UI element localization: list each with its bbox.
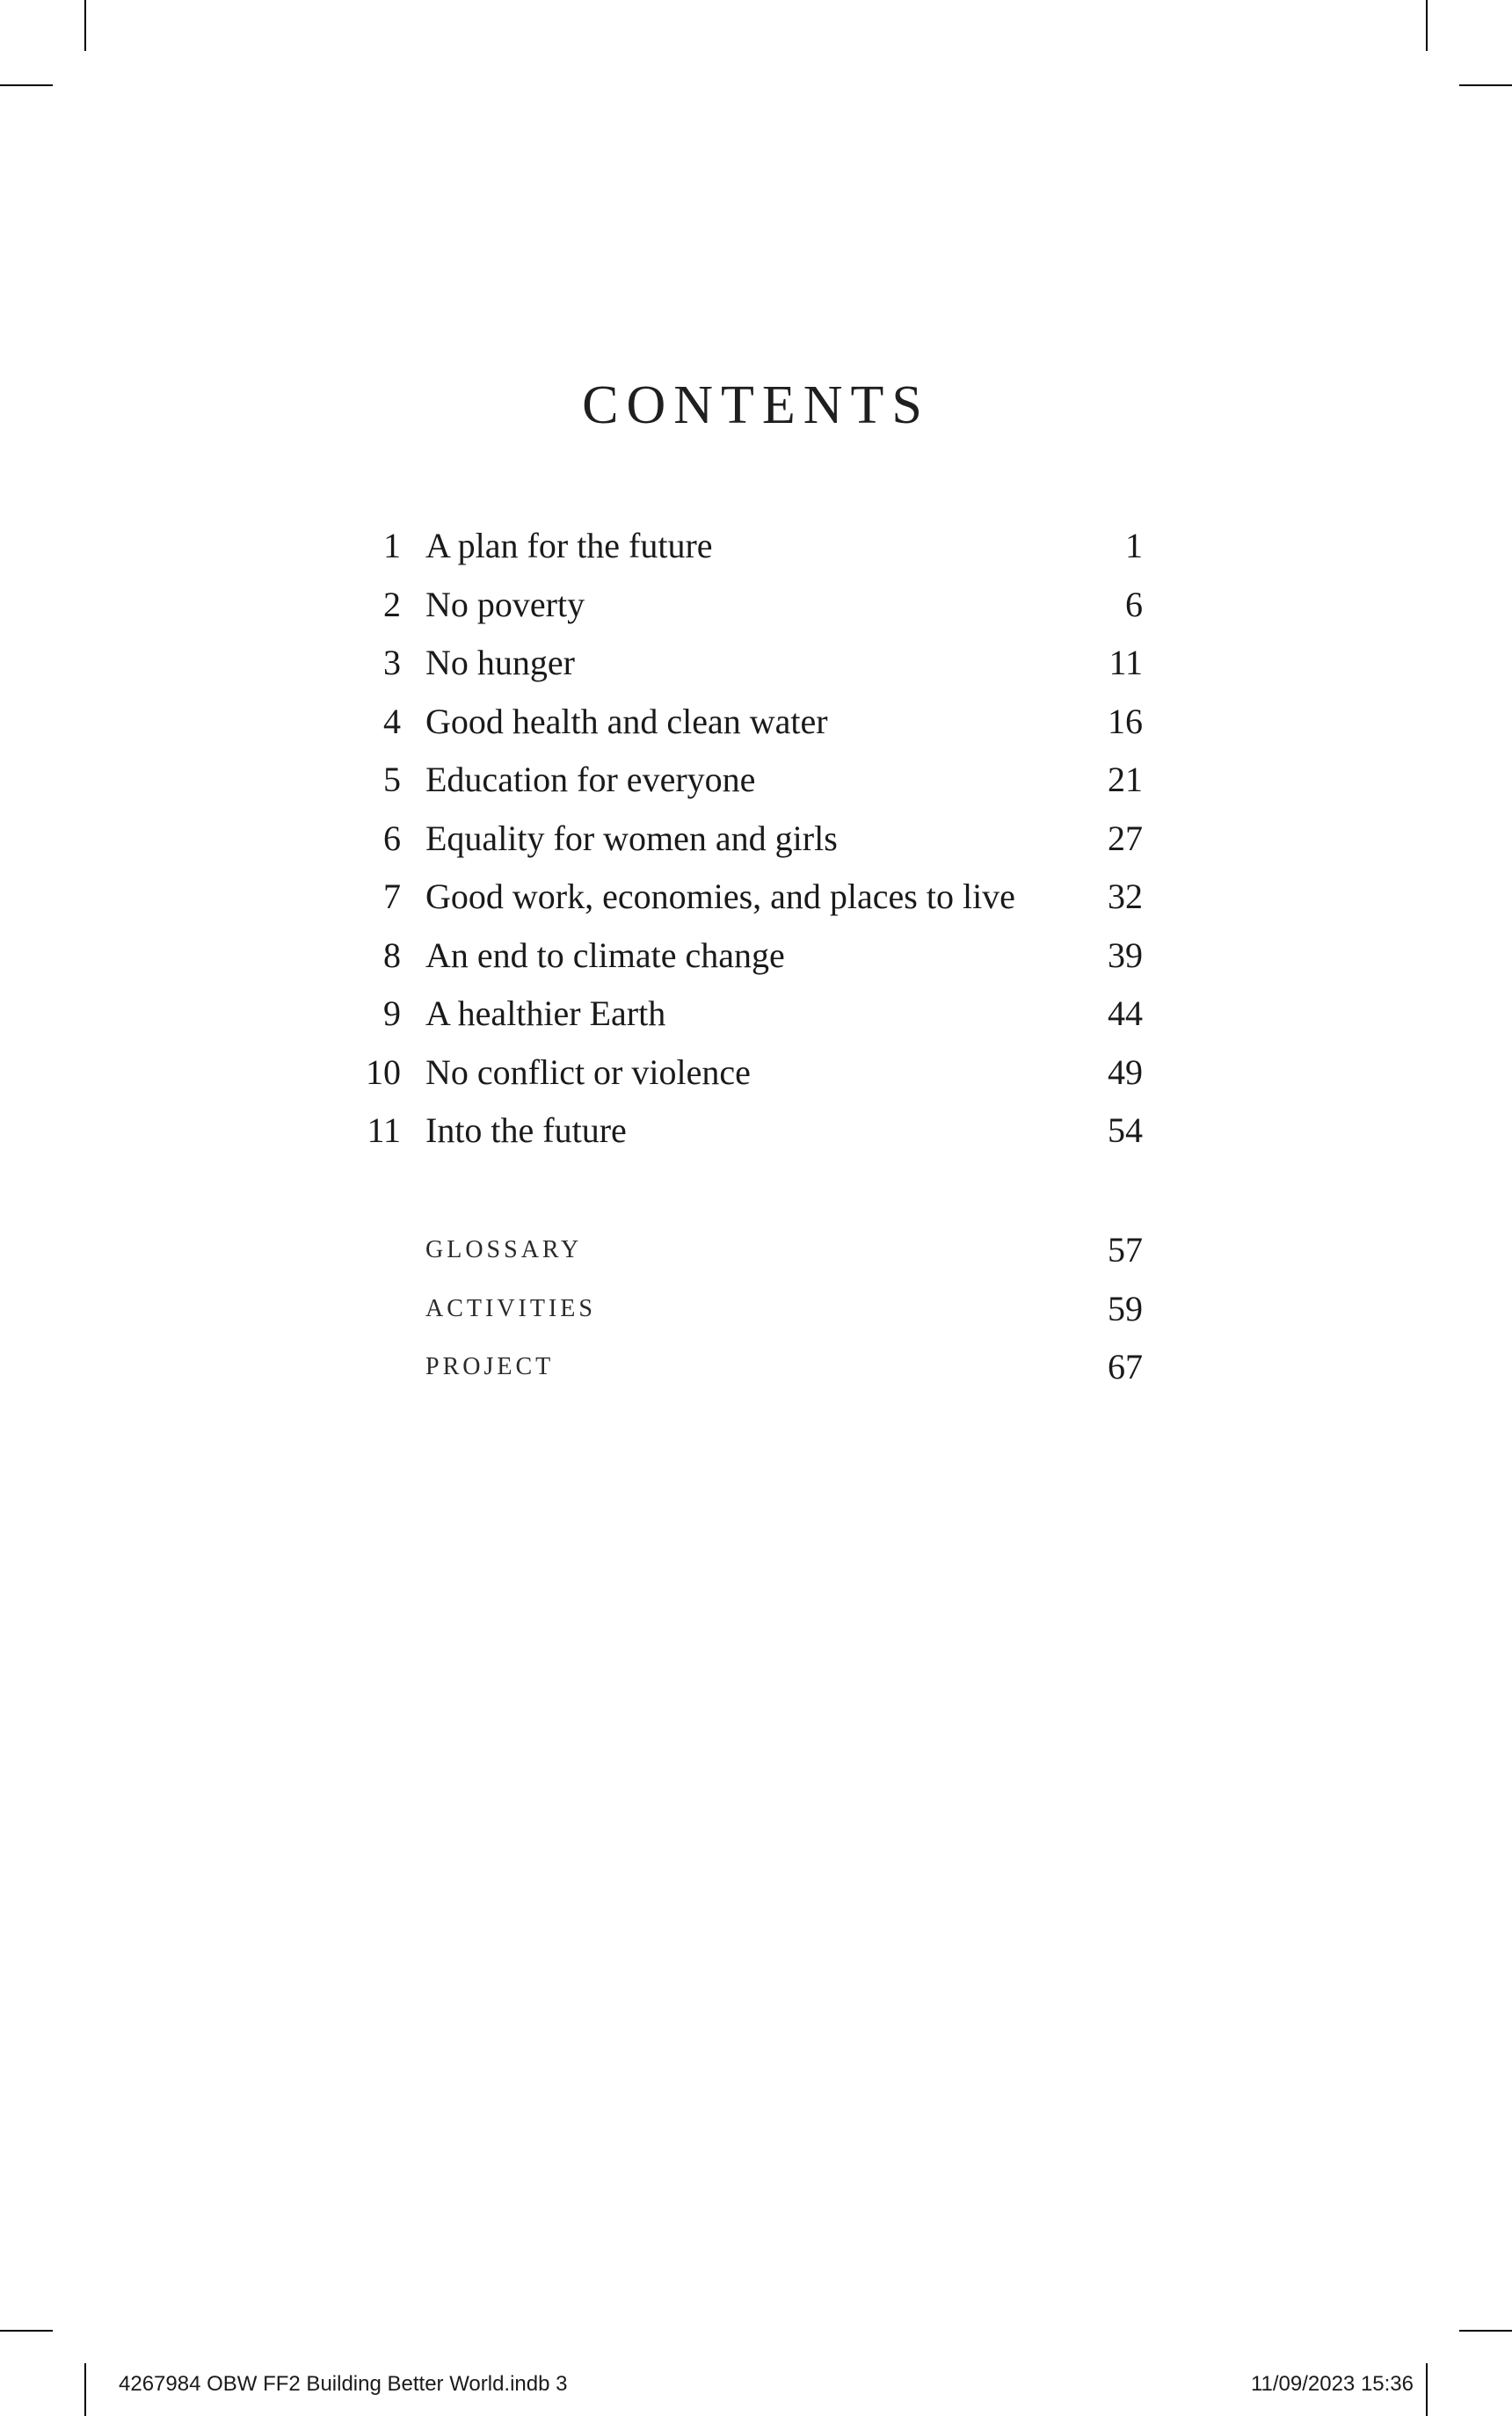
crop-mark-bottom-right-h	[1459, 2330, 1512, 2332]
chapter-number: 1	[383, 526, 401, 565]
chapter-number: 8	[383, 935, 401, 975]
toc-entry[interactable]	[352, 634, 1143, 693]
crop-mark-top-right	[1426, 0, 1428, 51]
crop-mark-bottom-left-h	[0, 2330, 53, 2332]
toc-entry[interactable]	[352, 985, 1143, 1044]
chapter-title: A healthier Earth	[425, 993, 666, 1033]
back-matter-label: ACTIVITIES	[425, 1294, 596, 1322]
toc-entry[interactable]	[352, 1044, 1143, 1102]
chapter-number: 7	[383, 877, 401, 916]
chapter-page-number: 39	[1108, 935, 1143, 975]
chapter-number: 6	[383, 818, 401, 858]
chapter-page-number: 54	[1108, 1110, 1143, 1150]
chapter-title: No hunger	[425, 643, 575, 682]
chapter-page-number: 49	[1108, 1052, 1143, 1092]
chapter-page-number: 44	[1108, 993, 1143, 1033]
chapter-title: No conflict or violence	[425, 1052, 751, 1092]
back-matter-entry[interactable]	[352, 1221, 1143, 1280]
back-matter-page-number: 67	[1108, 1347, 1143, 1386]
chapter-number: 5	[383, 760, 401, 799]
back-matter-page-number: 57	[1108, 1230, 1143, 1270]
chapter-page-number: 1	[1125, 526, 1143, 565]
chapter-page-number: 16	[1108, 701, 1143, 741]
chapter-title: Good work, economies, and places to live	[425, 877, 1015, 916]
crop-mark-top-left-h	[0, 84, 53, 86]
chapter-page-number: 27	[1108, 818, 1143, 858]
chapter-number: 3	[383, 643, 401, 682]
chapter-number: 9	[383, 993, 401, 1033]
page-title: CONTENTS	[582, 375, 930, 435]
back-matter-entry[interactable]	[352, 1280, 1143, 1339]
back-matter-label: PROJECT	[425, 1353, 555, 1380]
crop-mark-bottom-right	[1426, 2363, 1428, 2416]
back-matter-page-number: 59	[1108, 1288, 1143, 1328]
chapter-title: Into the future	[425, 1110, 627, 1150]
printer-slug-datetime: 11/09/2023 15:36	[1250, 2372, 1414, 2396]
contents-list	[352, 517, 1143, 1161]
chapter-title: Equality for women and girls	[425, 818, 838, 858]
toc-entry[interactable]	[352, 693, 1143, 752]
chapter-page-number: 21	[1108, 760, 1143, 799]
chapter-title: Education for everyone	[425, 760, 756, 799]
toc-entry[interactable]	[352, 810, 1143, 869]
chapter-page-number: 6	[1125, 584, 1143, 624]
crop-mark-top-right-h	[1459, 84, 1512, 86]
toc-entry[interactable]	[352, 576, 1143, 635]
chapter-page-number: 32	[1108, 877, 1143, 916]
chapter-title: An end to climate change	[425, 935, 785, 975]
chapter-number: 10	[366, 1052, 401, 1092]
toc-entry[interactable]	[352, 1102, 1143, 1161]
back-matter-label: GLOSSARY	[425, 1236, 583, 1263]
toc-entry[interactable]	[352, 517, 1143, 576]
crop-mark-bottom-left	[84, 2363, 86, 2416]
chapter-title: Good health and clean water	[425, 701, 828, 741]
chapter-number: 11	[367, 1110, 401, 1150]
printer-slug-file: 4267984 OBW FF2 Building Better World.indb 3	[119, 2372, 568, 2396]
back-matter-list	[352, 1221, 1143, 1397]
chapter-title: A plan for the future	[425, 526, 713, 565]
chapter-number: 4	[383, 701, 401, 741]
toc-entry[interactable]	[352, 868, 1143, 927]
toc-entry[interactable]	[352, 751, 1143, 810]
crop-mark-top-left	[84, 0, 86, 51]
chapter-number: 2	[383, 584, 401, 624]
back-matter-entry[interactable]	[352, 1338, 1143, 1397]
chapter-page-number: 11	[1109, 643, 1143, 682]
chapter-title: No poverty	[425, 584, 585, 624]
toc-entry[interactable]	[352, 927, 1143, 986]
